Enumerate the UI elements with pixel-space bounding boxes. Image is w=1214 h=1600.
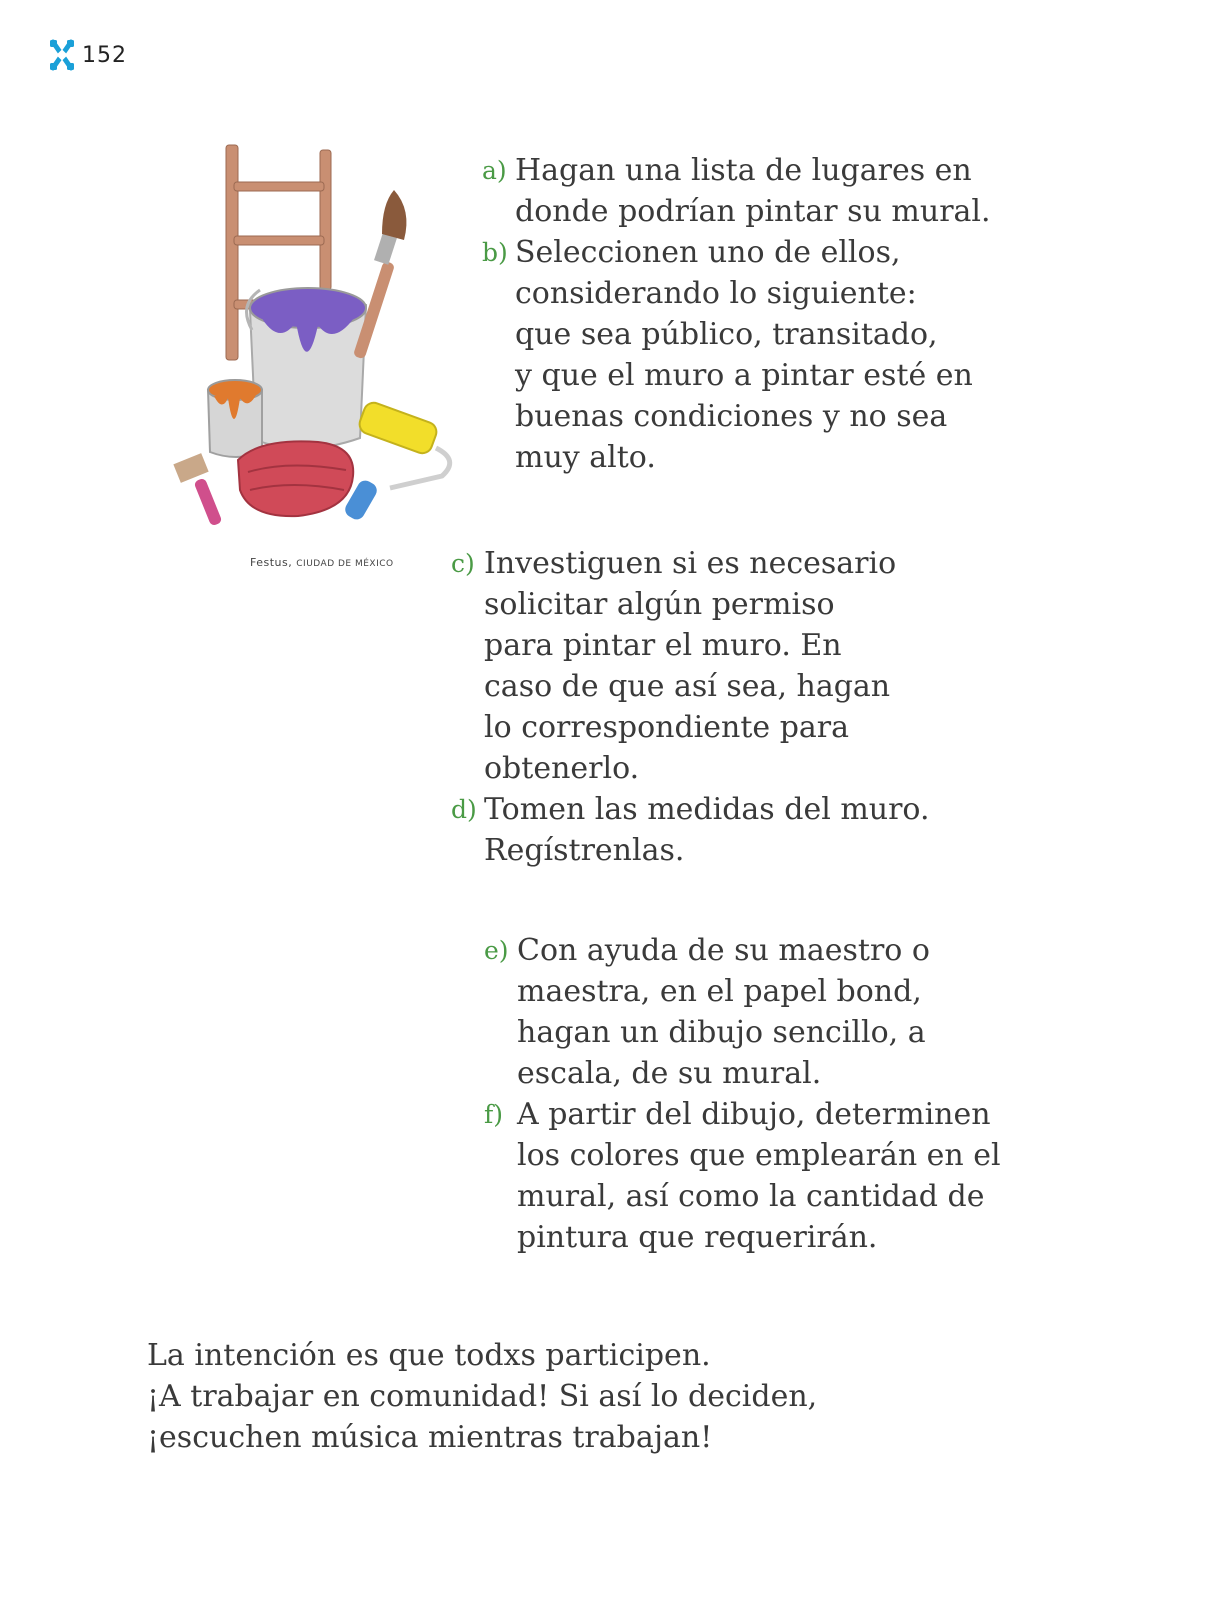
instruction-list-3 — [484, 930, 1001, 1258]
painting-supplies-illustration — [168, 140, 468, 540]
item-line: Investiguen si es necesario — [484, 546, 897, 581]
item-line: buenas condiciones y no sea — [515, 399, 948, 434]
small-paint-can-icon — [208, 380, 262, 457]
book-logo-icon — [48, 38, 76, 72]
list-item-a — [482, 150, 991, 232]
folded-cloth-icon — [238, 441, 353, 516]
item-line: mural, así como la cantidad de — [517, 1179, 985, 1214]
item-line: caso de que así sea, hagan — [484, 669, 891, 704]
item-line: y que el muro a pintar esté en — [515, 358, 973, 393]
item-marker: f) — [484, 1100, 504, 1129]
paint-bucket-icon — [247, 288, 366, 449]
list-item-d — [451, 789, 930, 871]
item-line: donde podrían pintar su mural. — [515, 194, 991, 229]
closing-line: ¡escuchen música mientras trabajan! — [147, 1420, 713, 1455]
closing-line: ¡A trabajar en comunidad! Si así lo deciden, — [147, 1379, 818, 1414]
closing-paragraph — [147, 1335, 817, 1458]
item-marker: c) — [451, 549, 475, 578]
small-brush-icon — [173, 453, 222, 526]
item-line: considerando lo siguiente: — [515, 276, 917, 311]
instruction-list-1 — [482, 150, 991, 478]
paint-brush-icon — [353, 190, 407, 359]
list-item-b — [482, 232, 991, 478]
item-line: Seleccionen uno de ellos, — [515, 235, 901, 270]
page-number: 152 — [82, 42, 127, 68]
item-line: que sea público, transitado, — [515, 317, 938, 352]
closing-line: La intención es que todxs participen. — [147, 1338, 711, 1373]
page-header — [48, 38, 127, 72]
illustration-credit — [250, 556, 394, 569]
list-item-c — [451, 543, 930, 789]
item-line: Con ayuda de su maestro o — [517, 933, 930, 968]
item-line: los colores que emplearán en el — [517, 1138, 1001, 1173]
item-line: solicitar algún permiso — [484, 587, 835, 622]
list-item-f — [484, 1094, 1001, 1258]
credit-author: Festus, — [250, 556, 293, 569]
item-line: Tomen las medidas del muro. — [484, 792, 930, 827]
item-line: lo correspondiente para — [484, 710, 850, 745]
item-line: A partir del dibujo, determinen — [517, 1097, 991, 1132]
item-line: maestra, en el papel bond, — [517, 974, 922, 1009]
instruction-list-2 — [451, 543, 930, 871]
credit-place: CIUDAD DE MÉXICO — [296, 559, 394, 569]
list-item-e — [484, 930, 1001, 1094]
item-line: Hagan una lista de lugares en — [515, 153, 972, 188]
item-line: para pintar el muro. En — [484, 628, 842, 663]
item-marker: a) — [482, 156, 507, 185]
item-line: hagan un dibujo sencillo, a — [517, 1015, 926, 1050]
item-marker: e) — [484, 936, 509, 965]
item-line: pintura que requerirán. — [517, 1220, 878, 1255]
item-line: escala, de su mural. — [517, 1056, 822, 1091]
item-line: obtenerlo. — [484, 751, 640, 786]
item-line: Regístrenlas. — [484, 833, 685, 868]
item-marker: d) — [451, 795, 477, 824]
item-line: muy alto. — [515, 440, 656, 475]
item-marker: b) — [482, 238, 508, 267]
